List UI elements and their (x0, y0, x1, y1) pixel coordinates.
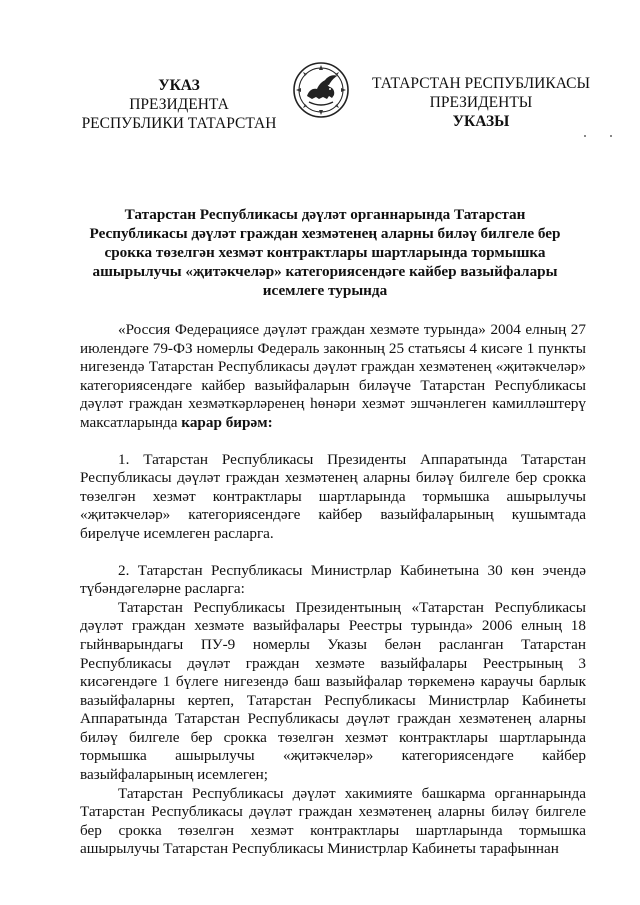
tatarstan-coat-of-arms-icon (293, 62, 349, 118)
intro-paragraph (80, 321, 586, 433)
decree-body (80, 321, 586, 859)
header-right-line1: ТАТАРСТАН РЕСПУБЛИКАСЫ (372, 75, 590, 92)
document-header (0, 62, 640, 152)
header-left-russian (74, 76, 284, 133)
title-line: ашырылучы «җитәкчеләр» категориясендәге кайбер вазыйфалары (92, 263, 558, 280)
header-right-line3: УКАЗЫ (452, 113, 510, 130)
header-left-line3: РЕСПУБЛИКИ ТАТАРСТАН (81, 115, 277, 132)
scan-speck (610, 135, 612, 137)
paragraph-2-item-2: Татарстан Республикасы дәүләт хакимияте башкарма органнарында Татарстан Республикасы дәүләт граждан хезмәтенең аларны биләү билгеле бер срокка төзелгән хезмәт контрактлары шартларында тормышка ашырылучы Татарстан Республикасы Министрлар Кабинеты тарафыннан (80, 784, 586, 858)
title-line: Республикасы дәүләт граждан хезмәтенең аларны биләү билгеле бер (89, 225, 561, 242)
title-line: Татарстан Республикасы дәүләт органнарында Татарстан (124, 206, 526, 223)
header-left-line2: ПРЕЗИДЕНТА (129, 96, 229, 113)
paragraph-2-item-1: Татарстан Республикасы Президентының «Татарстан Республикасы дәүләт граждан хезмәте вазыйфалары Реестры турында» 2006 елның 18 гыйнварындагы ПУ-9 номерлы Указы белән расланган Татарстан Республикасы дәүләт граждан хезмәте вазыйфалары Реестрының 3 кисәгендәге 1 бүлеге нигезендә баш вазыйфалар төркеменә караучы барлык вазыйфаларны кертеп, Татарстан Республикасы Министрлар Кабинеты Аппаратында Татарстан Республикасы дәүләт граждан хезмәтенең аларны биләү билгеле бер срокка төзелгән хезмәт контрактлары шартларында тормышка ашырылучы «җитәкчеләр» категориясендәге кайбер вазыйфаларының исемлеген; (80, 598, 586, 784)
paragraph-2: 2. Татарстан Республикасы Министрлар Кабинетына 30 көн эчендә түбәндәгеләрне расларга: (80, 561, 586, 598)
intro-resolution: карар бирәм: (181, 413, 273, 431)
decree-title (80, 205, 570, 300)
intro-text: «Россия Федерациясе дәүләт граждан хезмәте турында» 2004 елның 27 июлендәге 79-ФЗ номерлы Федераль законның 25 статьясы 4 кисәге 1 пункты нигезендә Татарстан Республикасы дәүләт граждан хезмәтенең «җитәкчеләр» категориясендәге кайбер вазыйфаларын биләүче Татарстан Республикасы дәүләт граждан хезмәткәрләренең һөнәри хезмәт эшчәнлеген камилләштерү максатларында (80, 321, 586, 431)
title-line: исемлеге турында (262, 282, 388, 299)
paragraph-1: 1. Татарстан Республикасы Президенты Аппаратында Татарстан Республикасы дәүләт граждан хезмәтенең аларны биләү билгеле бер срокка төзелгән хезмәт контрактлары шартларында тормышка ашырылучы «җитәкчеләр» категориясендәге кайбер вазыйфаларының кушымтада бирелүче исемлеген расларга. (80, 450, 586, 542)
header-left-line1: УКАЗ (158, 77, 200, 94)
header-right-tatar (366, 74, 596, 131)
header-right-line2: ПРЕЗИДЕНТЫ (429, 94, 533, 111)
scan-speck (584, 135, 586, 137)
title-line: срокка төзелгән хезмәт контрактлары шартларында тормышка (104, 244, 546, 261)
